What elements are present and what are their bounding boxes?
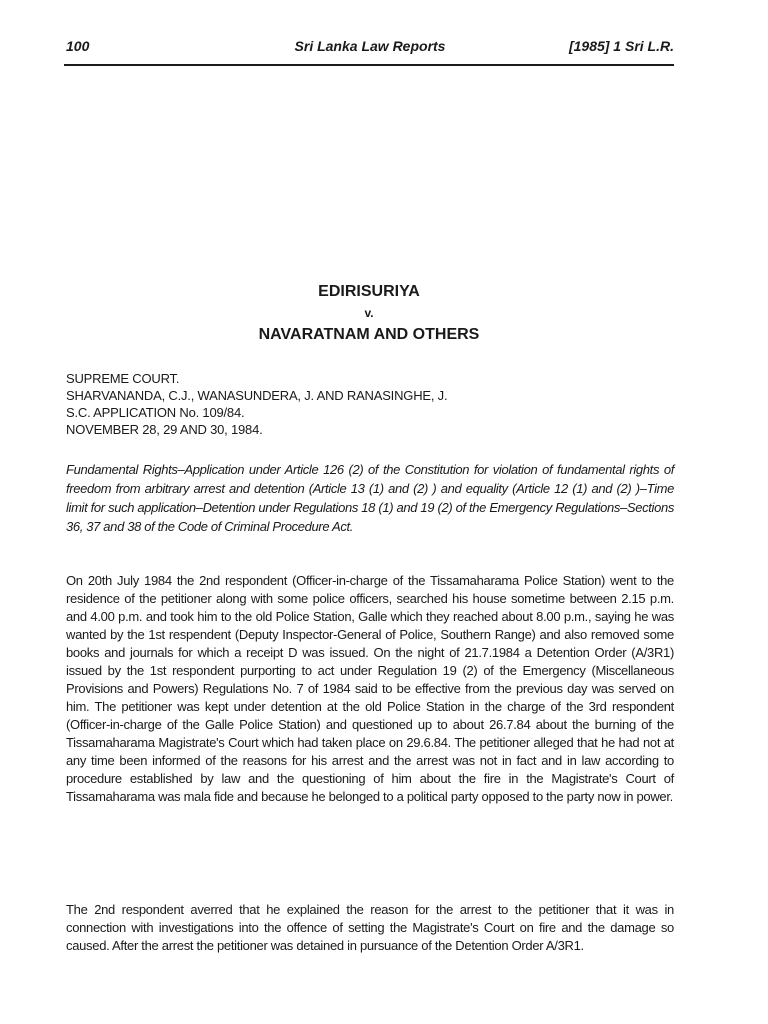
bench: SHARVANANDA, C.J., WANASUNDERA, J. AND RANASINGHE, J. — [66, 388, 448, 403]
respondents-name: NAVARATNAM AND OTHERS — [258, 326, 480, 343]
body-paragraph-2: The 2nd respondent averred that he explained the reason for the arrest to the petitioner that it was in connection with investigations into the offence of setting the Magistrate's Court on fire and the damage so caused. After the arrest the petitioner was detained in pursuance of the Detention Order A/3R1. — [66, 902, 674, 953]
body-paragraph-1: On 20th July 1984 the 2nd respondent (Officer-in-charge of the Tissamaharama Police Station) went to the residence of the petitioner along with some police officers, searched his house sometime between 2.15 p.m. and 4.00 p.m. and took him to the old Police Station, Galle which they reached about 8.00 p.m., saying he was wanted by the 1st respendent (Deputy Inspector-General of Police, Southern Range) and also removed some books and journals for which a receipt D was issued. On the night of 21.7.1984 a Detention Order (A/3R1) issued by the 1st respondent purporting to act under Regulation 19 (2) of the Emergency (Miscellaneous Provisions and Powers) Regulations No. 7 of 1984 said to be effective from the previous day was served on him. The petitioner was kept under detention at the old Police Station in the charge of the 3rd respondent (Officer-in-charge of the Galle Police Station) and questioned up to about 26.7.84 about the burning of the Tissamaharama Magistrate's Court which had taken place on 29.6.84. The petitioner alleged that he had not at any time been informed of the reasons for his arrest and the arrest was not in fact and in law according to procedure established by law and the questioning of him about the fire in the Magistrate's Court of Tissamaharama was mala fide and because he belonged to a political party opposed to the party now in power. — [66, 573, 674, 804]
running-header — [66, 38, 674, 62]
petitioner-name: EDIRISURIYA — [318, 283, 420, 300]
court-name: SUPREME COURT. — [66, 371, 180, 386]
case-title — [64, 282, 674, 346]
versus-label: v. — [364, 306, 374, 320]
journal-title: Sri Lanka Law Reports — [294, 38, 446, 54]
application-number: S.C. APPLICATION No. 109/84. — [66, 405, 245, 420]
hearing-dates: NOVEMBER 28, 29 AND 30, 1984. — [66, 422, 263, 437]
page-number: 100 — [66, 38, 90, 54]
headnote: Fundamental Rights–Application under Article 126 (2) of the Constitution for violation of fundamental rights of freedom from arbitrary arrest and detention (Article 13 (1) and (2) ) and equality (Article 12 (1) and (2) )–Time limit for such application–Detention under Regulations 18 (1) and 19 (2) of the Emergency Regulations–Sections 36, 37 and 38 of the Code of Criminal Procedure Act. — [66, 462, 674, 534]
court-details — [66, 370, 676, 438]
report-citation: [1985] 1 Sri L.R. — [568, 38, 674, 54]
header-rule — [64, 64, 674, 66]
